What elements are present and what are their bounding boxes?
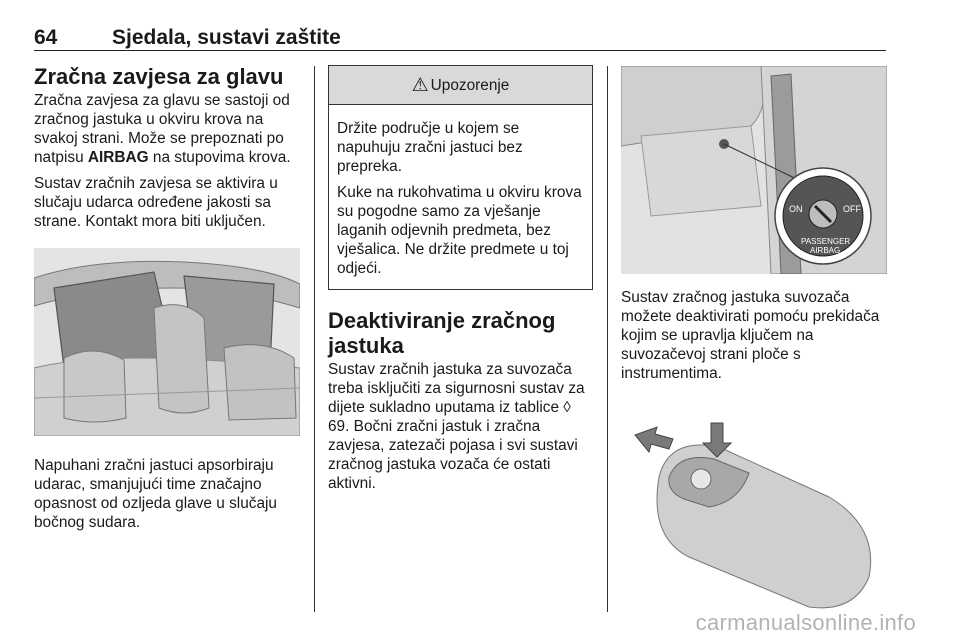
text: Sustav zračnih jastuka za suvozača treba isključiti za sigurnosni sustav za dijete sukladno uputama iz tablice bbox=[328, 361, 585, 416]
paragraph: Napuhani zračni jastuci apsorbiraju udarac, smanjujući time značajno opasnost od ozljeda glave u slučaju bočnog sudara. bbox=[34, 457, 277, 531]
column-divider-2 bbox=[607, 66, 608, 612]
left-column bbox=[34, 64, 300, 539]
key-illustration bbox=[629, 407, 877, 613]
section-heading-deactivation: Deaktiviranje zračnog jastuka bbox=[328, 308, 556, 358]
switch-off-label: OFF bbox=[843, 204, 861, 214]
switch-on-label: ON bbox=[789, 204, 803, 214]
warning-body bbox=[329, 105, 592, 289]
paragraph: Sustav zračnih zavjesa se aktivira u slučaju udarca određene jakosti sa strane. Kontakt mora biti uključen. bbox=[34, 175, 278, 230]
dashboard-switch-drawing bbox=[621, 66, 887, 274]
page-reference-icon: ◊ bbox=[563, 399, 571, 416]
paragraph bbox=[34, 91, 300, 167]
paragraph: Sustav zračnog jastuka suvozača možete deaktivirati pomoću prekidača kojim se upravlja ključem na suvozačevoj strani ploče s instrumentima. bbox=[621, 289, 880, 382]
warning-title: Upozorenje bbox=[430, 76, 510, 94]
page-header bbox=[34, 26, 886, 51]
text: na stupovima krova. bbox=[148, 149, 291, 166]
page-number: 64 bbox=[34, 26, 58, 49]
page-reference-link[interactable]: 69 bbox=[328, 418, 346, 435]
right-column bbox=[621, 64, 887, 613]
warning-triangle-icon: ⚠ bbox=[411, 74, 429, 96]
warning-header bbox=[329, 66, 592, 105]
middle-column bbox=[328, 64, 594, 500]
section-heading-head-curtain: Zračna zavjesa za glavu bbox=[34, 64, 284, 89]
head-curtain-airbag-illustration bbox=[34, 248, 300, 436]
warning-box bbox=[328, 65, 593, 290]
warning-paragraph: Kuke na rukohvatima u okviru krova su pogodne samo za vješanje laganih odjevnih predmeta, bez vješalica. Ne držite predmete u toj odjeći. bbox=[337, 184, 582, 277]
column-divider-1 bbox=[314, 66, 315, 612]
airbag-label: AIRBAG bbox=[87, 149, 149, 166]
paragraph bbox=[328, 360, 594, 493]
key-drawing bbox=[629, 407, 877, 613]
warning-paragraph: Držite područje u kojem se napuhuju zračni jastuci bez prepreka. bbox=[337, 120, 523, 175]
text: . Bočni zračni jastuk i zračna zavjesa, zatezači pojasa i svi sustavi zračnog jastuka vozača će ostati aktivni. bbox=[328, 418, 578, 492]
watermark: carmanualsonline.info bbox=[695, 610, 916, 635]
switch-passenger-label: PASSENGER bbox=[801, 237, 851, 246]
header-title: Sjedala, sustavi zaštite bbox=[112, 26, 341, 49]
airbag-switch-illustration bbox=[621, 66, 887, 274]
text: Zračna zavjesa za glavu se sastoji od zračnog jastuka u okviru krova na svakoj strani. Može se prepoznati po natpisu bbox=[34, 92, 290, 166]
car-interior-drawing bbox=[34, 248, 300, 436]
switch-airbag-label: AIRBAG bbox=[810, 246, 841, 255]
